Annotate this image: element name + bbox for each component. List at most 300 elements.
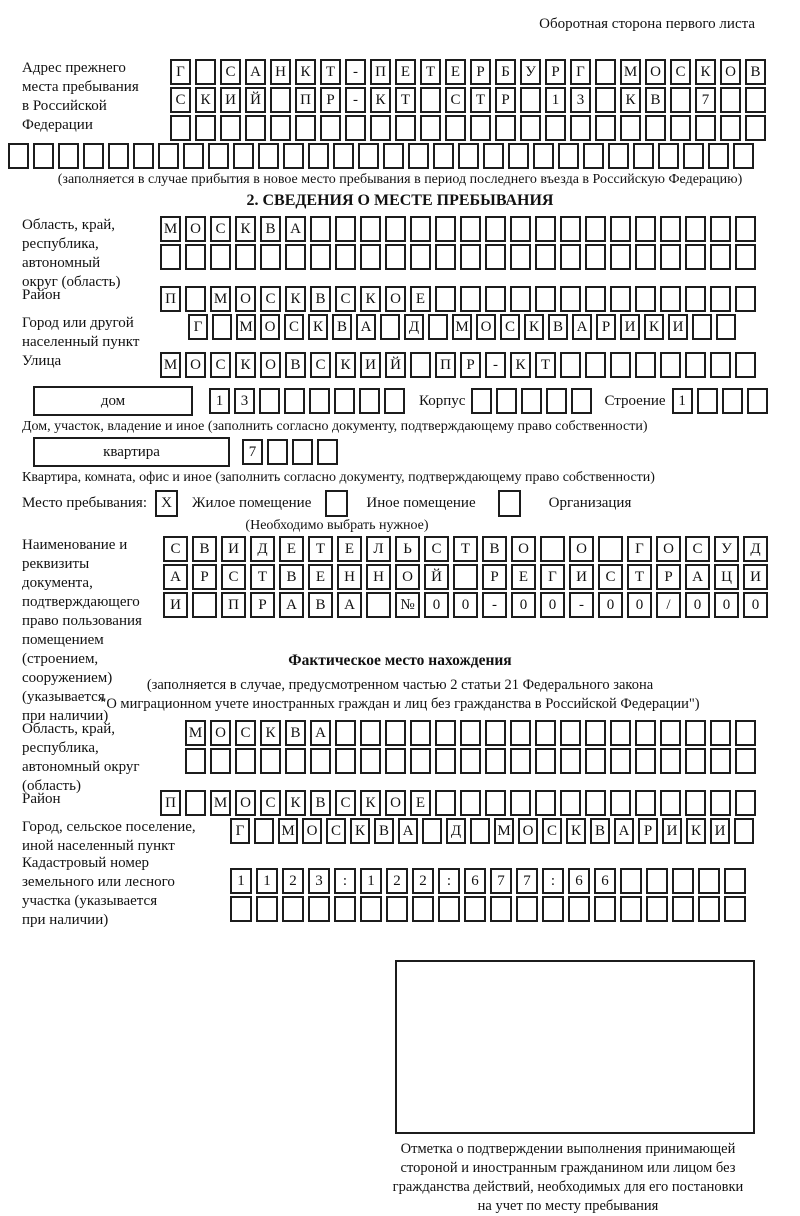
char-cell[interactable] — [435, 748, 456, 774]
char-cell[interactable] — [560, 748, 581, 774]
char-cell[interactable] — [610, 244, 631, 270]
char-cell[interactable] — [660, 748, 681, 774]
char-cell[interactable]: № — [395, 592, 420, 618]
char-cell[interactable] — [508, 143, 529, 169]
char-cell[interactable]: Р — [320, 87, 341, 113]
char-cell[interactable]: Р — [495, 87, 516, 113]
char-cell[interactable] — [345, 115, 366, 141]
char-cell[interactable] — [685, 748, 706, 774]
char-cell[interactable]: Е — [308, 564, 333, 590]
char-cell[interactable] — [560, 790, 581, 816]
char-cell[interactable]: Т — [395, 87, 416, 113]
char-cell[interactable]: Н — [366, 564, 391, 590]
char-cell[interactable]: М — [210, 790, 231, 816]
char-cell[interactable] — [490, 896, 512, 922]
char-cell[interactable]: О — [235, 286, 256, 312]
char-cell[interactable] — [435, 720, 456, 746]
char-cell[interactable] — [594, 896, 616, 922]
char-cell[interactable] — [335, 244, 356, 270]
char-cell[interactable]: О — [385, 790, 406, 816]
char-cell[interactable] — [560, 286, 581, 312]
char-cell[interactable]: М — [236, 314, 256, 340]
char-cell[interactable]: Р — [545, 59, 566, 85]
char-cell[interactable]: В — [308, 592, 333, 618]
char-cell[interactable]: 0 — [714, 592, 739, 618]
char-cell[interactable]: : — [438, 868, 460, 894]
char-cell[interactable] — [745, 115, 766, 141]
char-cell[interactable]: - — [569, 592, 594, 618]
char-cell[interactable] — [460, 216, 481, 242]
char-cell[interactable]: П — [160, 790, 181, 816]
char-cell[interactable]: П — [435, 352, 456, 378]
char-cell[interactable] — [697, 388, 718, 414]
char-cell[interactable]: 0 — [627, 592, 652, 618]
char-cell[interactable]: А — [245, 59, 266, 85]
char-cell[interactable]: В — [482, 536, 507, 562]
char-cell[interactable]: Г — [627, 536, 652, 562]
char-cell[interactable] — [635, 790, 656, 816]
char-cell[interactable]: С — [163, 536, 188, 562]
char-cell[interactable] — [410, 216, 431, 242]
char-cell[interactable] — [660, 286, 681, 312]
char-cell[interactable]: 0 — [453, 592, 478, 618]
char-cell[interactable] — [258, 143, 279, 169]
char-cell[interactable] — [735, 790, 756, 816]
char-cell[interactable]: Т — [535, 352, 556, 378]
char-cell[interactable]: К — [285, 286, 306, 312]
char-cell[interactable] — [410, 244, 431, 270]
char-cell[interactable] — [309, 388, 330, 414]
char-cell[interactable]: Т — [453, 536, 478, 562]
char-cell[interactable]: Г — [570, 59, 591, 85]
char-cell[interactable]: 7 — [695, 87, 716, 113]
char-cell[interactable]: 0 — [424, 592, 449, 618]
char-cell[interactable] — [385, 748, 406, 774]
char-cell[interactable] — [433, 143, 454, 169]
char-cell[interactable]: Й — [385, 352, 406, 378]
char-cell[interactable] — [335, 720, 356, 746]
char-cell[interactable]: А — [685, 564, 710, 590]
char-cell[interactable]: И — [668, 314, 688, 340]
checkbox-organization[interactable] — [498, 490, 521, 517]
char-cell[interactable]: С — [210, 216, 231, 242]
char-cell[interactable]: 3 — [234, 388, 255, 414]
char-cell[interactable]: М — [160, 216, 181, 242]
char-cell[interactable] — [560, 352, 581, 378]
char-cell[interactable] — [483, 143, 504, 169]
char-cell[interactable]: С — [598, 564, 623, 590]
char-cell[interactable] — [496, 388, 517, 414]
char-cell[interactable]: 7 — [490, 868, 512, 894]
char-cell[interactable] — [516, 896, 538, 922]
char-cell[interactable]: Е — [410, 790, 431, 816]
char-cell[interactable]: 2 — [412, 868, 434, 894]
char-cell[interactable] — [708, 143, 729, 169]
char-cell[interactable] — [185, 286, 206, 312]
char-cell[interactable]: Д — [446, 818, 466, 844]
char-cell[interactable] — [108, 143, 129, 169]
char-cell[interactable]: Р — [596, 314, 616, 340]
char-cell[interactable]: 6 — [464, 868, 486, 894]
char-cell[interactable] — [295, 115, 316, 141]
char-cell[interactable]: 3 — [308, 868, 330, 894]
char-cell[interactable]: К — [644, 314, 664, 340]
char-cell[interactable] — [620, 896, 642, 922]
char-cell[interactable]: К — [260, 720, 281, 746]
char-cell[interactable] — [384, 388, 405, 414]
char-cell[interactable]: В — [260, 216, 281, 242]
char-cell[interactable]: 2 — [386, 868, 408, 894]
char-cell[interactable] — [533, 143, 554, 169]
char-cell[interactable]: Е — [445, 59, 466, 85]
char-cell[interactable] — [672, 868, 694, 894]
char-cell[interactable]: И — [662, 818, 682, 844]
char-cell[interactable]: С — [335, 790, 356, 816]
char-cell[interactable] — [58, 143, 79, 169]
char-cell[interactable]: О — [302, 818, 322, 844]
char-cell[interactable] — [270, 115, 291, 141]
char-cell[interactable] — [292, 439, 313, 465]
char-cell[interactable]: Т — [250, 564, 275, 590]
char-cell[interactable] — [685, 286, 706, 312]
char-cell[interactable] — [695, 115, 716, 141]
char-cell[interactable] — [333, 143, 354, 169]
char-cell[interactable] — [585, 748, 606, 774]
char-cell[interactable]: К — [360, 790, 381, 816]
char-cell[interactable]: П — [370, 59, 391, 85]
char-cell[interactable] — [260, 244, 281, 270]
char-cell[interactable] — [585, 216, 606, 242]
char-cell[interactable] — [595, 115, 616, 141]
char-cell[interactable] — [535, 748, 556, 774]
char-cell[interactable] — [460, 720, 481, 746]
char-cell[interactable] — [685, 352, 706, 378]
char-cell[interactable]: 3 — [570, 87, 591, 113]
char-cell[interactable]: О — [656, 536, 681, 562]
char-cell[interactable] — [585, 286, 606, 312]
char-cell[interactable] — [510, 790, 531, 816]
char-cell[interactable] — [735, 244, 756, 270]
char-cell[interactable] — [558, 143, 579, 169]
char-cell[interactable] — [735, 748, 756, 774]
char-cell[interactable] — [334, 896, 356, 922]
char-cell[interactable] — [608, 143, 629, 169]
char-cell[interactable] — [520, 87, 541, 113]
char-cell[interactable]: М — [210, 286, 231, 312]
char-cell[interactable]: К — [335, 352, 356, 378]
char-cell[interactable]: К — [686, 818, 706, 844]
char-cell[interactable] — [585, 790, 606, 816]
char-cell[interactable] — [660, 790, 681, 816]
char-cell[interactable]: О — [385, 286, 406, 312]
char-cell[interactable]: В — [645, 87, 666, 113]
char-cell[interactable] — [260, 748, 281, 774]
char-cell[interactable] — [386, 896, 408, 922]
char-cell[interactable]: К — [235, 216, 256, 242]
char-cell[interactable]: П — [295, 87, 316, 113]
char-cell[interactable] — [195, 59, 216, 85]
char-cell[interactable] — [510, 244, 531, 270]
char-cell[interactable] — [670, 87, 691, 113]
char-cell[interactable]: С — [542, 818, 562, 844]
char-cell[interactable] — [435, 286, 456, 312]
char-cell[interactable]: С — [424, 536, 449, 562]
char-cell[interactable] — [385, 720, 406, 746]
char-cell[interactable] — [710, 216, 731, 242]
char-cell[interactable]: Е — [511, 564, 536, 590]
char-cell[interactable]: С — [310, 352, 331, 378]
char-cell[interactable]: Н — [270, 59, 291, 85]
char-cell[interactable]: / — [656, 592, 681, 618]
char-cell[interactable] — [710, 244, 731, 270]
char-cell[interactable] — [595, 87, 616, 113]
char-cell[interactable] — [747, 388, 768, 414]
char-cell[interactable]: С — [235, 720, 256, 746]
char-cell[interactable]: О — [185, 216, 206, 242]
char-cell[interactable]: В — [548, 314, 568, 340]
char-cell[interactable] — [195, 115, 216, 141]
char-cell[interactable]: С — [685, 536, 710, 562]
char-cell[interactable] — [735, 352, 756, 378]
char-cell[interactable]: С — [284, 314, 304, 340]
char-cell[interactable] — [470, 818, 490, 844]
char-cell[interactable]: К — [285, 790, 306, 816]
char-cell[interactable] — [310, 216, 331, 242]
char-cell[interactable] — [360, 748, 381, 774]
char-cell[interactable]: А — [337, 592, 362, 618]
char-cell[interactable]: В — [745, 59, 766, 85]
char-cell[interactable]: Ь — [395, 536, 420, 562]
char-cell[interactable]: А — [614, 818, 634, 844]
char-cell[interactable]: С — [170, 87, 191, 113]
char-cell[interactable] — [210, 244, 231, 270]
char-cell[interactable]: - — [345, 59, 366, 85]
char-cell[interactable] — [645, 115, 666, 141]
char-cell[interactable] — [520, 115, 541, 141]
char-cell[interactable] — [535, 790, 556, 816]
char-cell[interactable] — [435, 244, 456, 270]
char-cell[interactable]: 1 — [256, 868, 278, 894]
char-cell[interactable] — [510, 720, 531, 746]
char-cell[interactable] — [716, 314, 736, 340]
char-cell[interactable] — [458, 143, 479, 169]
char-cell[interactable] — [585, 352, 606, 378]
char-cell[interactable] — [33, 143, 54, 169]
char-cell[interactable]: Р — [470, 59, 491, 85]
char-cell[interactable]: В — [310, 790, 331, 816]
char-cell[interactable]: В — [590, 818, 610, 844]
char-cell[interactable] — [560, 216, 581, 242]
char-cell[interactable] — [283, 143, 304, 169]
char-cell[interactable] — [635, 244, 656, 270]
char-cell[interactable] — [267, 439, 288, 465]
char-cell[interactable] — [185, 790, 206, 816]
char-cell[interactable] — [735, 216, 756, 242]
char-cell[interactable]: 0 — [511, 592, 536, 618]
char-cell[interactable]: А — [310, 720, 331, 746]
char-cell[interactable] — [710, 790, 731, 816]
char-cell[interactable]: Р — [460, 352, 481, 378]
char-cell[interactable] — [510, 748, 531, 774]
char-cell[interactable]: К — [524, 314, 544, 340]
char-cell[interactable] — [385, 244, 406, 270]
char-cell[interactable] — [438, 896, 460, 922]
char-cell[interactable]: 6 — [594, 868, 616, 894]
char-cell[interactable]: А — [163, 564, 188, 590]
char-cell[interactable] — [710, 748, 731, 774]
char-cell[interactable] — [610, 286, 631, 312]
char-cell[interactable]: М — [185, 720, 206, 746]
char-cell[interactable] — [635, 720, 656, 746]
char-cell[interactable] — [408, 143, 429, 169]
char-cell[interactable]: Г — [230, 818, 250, 844]
char-cell[interactable] — [460, 790, 481, 816]
char-cell[interactable]: - — [482, 592, 507, 618]
char-cell[interactable] — [360, 720, 381, 746]
char-cell[interactable] — [698, 896, 720, 922]
char-cell[interactable] — [692, 314, 712, 340]
char-cell[interactable] — [230, 896, 252, 922]
char-cell[interactable]: К — [510, 352, 531, 378]
char-cell[interactable] — [310, 748, 331, 774]
char-cell[interactable] — [710, 720, 731, 746]
char-cell[interactable]: О — [395, 564, 420, 590]
char-cell[interactable]: А — [398, 818, 418, 844]
char-cell[interactable] — [733, 143, 754, 169]
char-cell[interactable] — [685, 790, 706, 816]
char-cell[interactable] — [598, 536, 623, 562]
char-cell[interactable] — [568, 896, 590, 922]
char-cell[interactable]: С — [335, 286, 356, 312]
char-cell[interactable]: И — [743, 564, 768, 590]
char-cell[interactable]: К — [566, 818, 586, 844]
char-cell[interactable]: К — [235, 352, 256, 378]
char-cell[interactable] — [724, 868, 746, 894]
char-cell[interactable]: Р — [482, 564, 507, 590]
char-cell[interactable] — [471, 388, 492, 414]
char-cell[interactable] — [660, 244, 681, 270]
char-cell[interactable] — [445, 115, 466, 141]
char-cell[interactable] — [335, 216, 356, 242]
char-cell[interactable]: И — [620, 314, 640, 340]
char-cell[interactable] — [734, 818, 754, 844]
char-cell[interactable]: 0 — [685, 592, 710, 618]
char-cell[interactable]: 1 — [209, 388, 230, 414]
char-cell[interactable]: С — [500, 314, 520, 340]
char-cell[interactable] — [420, 87, 441, 113]
char-cell[interactable]: М — [620, 59, 641, 85]
char-cell[interactable] — [435, 790, 456, 816]
char-cell[interactable] — [380, 314, 400, 340]
char-cell[interactable] — [646, 868, 668, 894]
char-cell[interactable]: : — [334, 868, 356, 894]
char-cell[interactable] — [610, 216, 631, 242]
char-cell[interactable] — [254, 818, 274, 844]
char-cell[interactable] — [485, 244, 506, 270]
char-cell[interactable] — [360, 896, 382, 922]
char-cell[interactable] — [410, 720, 431, 746]
char-cell[interactable]: В — [310, 286, 331, 312]
char-cell[interactable]: О — [185, 352, 206, 378]
char-cell[interactable] — [610, 720, 631, 746]
char-cell[interactable] — [542, 896, 564, 922]
char-cell[interactable] — [192, 592, 217, 618]
char-cell[interactable]: О — [235, 790, 256, 816]
char-cell[interactable] — [710, 286, 731, 312]
char-cell[interactable] — [585, 244, 606, 270]
char-cell[interactable]: Г — [188, 314, 208, 340]
char-cell[interactable]: 0 — [540, 592, 565, 618]
char-cell[interactable] — [546, 388, 567, 414]
char-cell[interactable]: О — [569, 536, 594, 562]
char-cell[interactable]: 1 — [672, 388, 693, 414]
char-cell[interactable] — [485, 748, 506, 774]
char-cell[interactable]: Р — [250, 592, 275, 618]
char-cell[interactable] — [133, 143, 154, 169]
char-cell[interactable]: А — [285, 216, 306, 242]
char-cell[interactable] — [485, 720, 506, 746]
char-cell[interactable]: Г — [170, 59, 191, 85]
char-cell[interactable] — [460, 748, 481, 774]
char-cell[interactable] — [308, 143, 329, 169]
char-cell[interactable] — [646, 896, 668, 922]
char-cell[interactable] — [720, 115, 741, 141]
char-cell[interactable]: Д — [743, 536, 768, 562]
char-cell[interactable]: И — [221, 536, 246, 562]
char-cell[interactable] — [720, 87, 741, 113]
char-cell[interactable]: О — [210, 720, 231, 746]
char-cell[interactable]: С — [210, 352, 231, 378]
checkbox-residential[interactable]: X — [155, 490, 178, 517]
char-cell[interactable]: У — [520, 59, 541, 85]
char-cell[interactable]: Д — [404, 314, 424, 340]
char-cell[interactable] — [8, 143, 29, 169]
char-cell[interactable] — [658, 143, 679, 169]
char-cell[interactable]: О — [476, 314, 496, 340]
char-cell[interactable]: Т — [470, 87, 491, 113]
char-cell[interactable] — [560, 244, 581, 270]
char-cell[interactable] — [233, 143, 254, 169]
char-cell[interactable] — [633, 143, 654, 169]
char-cell[interactable] — [410, 748, 431, 774]
char-cell[interactable] — [521, 388, 542, 414]
char-cell[interactable]: Д — [250, 536, 275, 562]
char-cell[interactable] — [660, 216, 681, 242]
char-cell[interactable]: П — [160, 286, 181, 312]
char-cell[interactable] — [724, 896, 746, 922]
char-cell[interactable]: В — [374, 818, 394, 844]
char-cell[interactable]: Т — [308, 536, 333, 562]
char-cell[interactable] — [460, 286, 481, 312]
char-cell[interactable]: К — [308, 314, 328, 340]
char-cell[interactable] — [284, 388, 305, 414]
char-cell[interactable] — [635, 748, 656, 774]
char-cell[interactable]: К — [370, 87, 391, 113]
char-cell[interactable] — [183, 143, 204, 169]
char-cell[interactable]: О — [511, 536, 536, 562]
char-cell[interactable] — [412, 896, 434, 922]
char-cell[interactable] — [383, 143, 404, 169]
char-cell[interactable] — [545, 115, 566, 141]
char-cell[interactable] — [571, 388, 592, 414]
char-cell[interactable] — [422, 818, 442, 844]
char-cell[interactable]: 7 — [516, 868, 538, 894]
char-cell[interactable] — [235, 244, 256, 270]
char-cell[interactable]: Т — [627, 564, 652, 590]
char-cell[interactable]: Е — [279, 536, 304, 562]
char-cell[interactable]: : — [542, 868, 564, 894]
char-cell[interactable]: И — [220, 87, 241, 113]
